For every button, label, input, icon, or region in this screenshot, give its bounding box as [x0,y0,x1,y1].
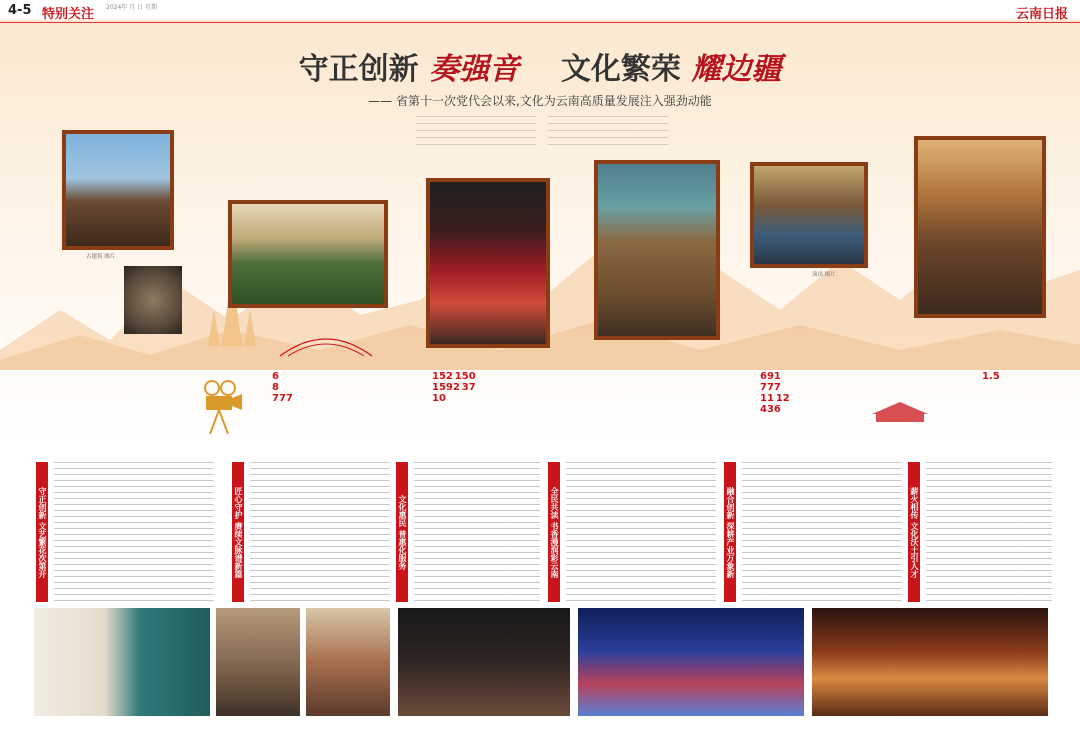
article-column-1 [54,462,214,602]
stat-block-2 [432,372,582,405]
article-column-4 [566,462,716,602]
stat-4-number-4: 12 [775,393,790,404]
photo-woman-portrait [216,608,300,716]
intro-text-2 [548,116,668,148]
intro-text-1 [416,116,536,148]
photo-performers [750,162,868,268]
article-column-6 [926,462,1052,602]
photo-theater-stage [398,608,570,716]
stat-2-number-1: 152 [432,371,453,382]
stat-2-number-2: 150 [454,371,476,382]
photo-dance-performance [578,608,804,716]
stat-5-number-1: 1.5 [982,371,1000,382]
section-band-5: 融合创新 深耕产业万象新 [724,462,736,602]
photo-ancient-building [62,130,174,250]
stat-4-number-5: 436 [760,404,781,415]
article-column-2 [250,462,390,602]
photo-forest-landscape [228,200,388,308]
stat-block-5 [982,372,1052,383]
section-name: 特别关注 [42,7,95,22]
photo-group-dance [812,608,1048,716]
photo-artifact [124,266,182,334]
title-part1-red: 奏强音 [429,52,520,87]
stat-2-number-3: 1592 [432,382,460,393]
section-band-1: 守正创新 文艺繁花次第开 [36,462,48,602]
stat-4-number-2: 777 [760,382,781,393]
caption-5: 演出 图片 [812,272,836,278]
stat-4-number-1: 691 [760,371,781,382]
stat-2-number-4: 37 [461,382,476,393]
newspaper-logo: 云南日报 [1015,7,1068,22]
section-band-6: 薪火相传 文化沃土引人才 [908,462,920,602]
section-band-4: 全民共读 书香漫润彩云南 [548,462,560,602]
page-number: 4-5 [8,3,32,18]
title-part2: 文化繁荣 [560,52,681,87]
photo-woman-smiling [306,608,390,716]
section-band-3: 文化惠民 普惠化服务 [396,462,408,602]
page-title [0,44,1080,88]
stat-1-number-3: 777 [272,393,293,404]
arch-icon [278,332,374,358]
stat-2-number-5: 10 [432,393,446,404]
film-camera-icon [200,380,244,436]
page-header [0,0,1080,23]
photo-library [914,136,1046,318]
title-part2-red: 耀边疆 [691,52,782,87]
photo-ethnic-costume [426,178,550,348]
title-part1: 守正创新 [298,52,419,87]
page-subtitle: —— 省第十一次党代会以来,文化为云南高质量发展注入强劲动能 [368,94,712,108]
stat-block-4 [760,372,870,416]
header-meta: 2024年 月 日 星期 [106,4,157,11]
photo-books [34,608,210,716]
article-column-5 [742,462,902,602]
caption-1: 古建筑 图片 [86,254,116,260]
article-column-3 [414,462,540,602]
stat-1-number-1: 6 [272,371,279,382]
stat-4-number-3: 11 [760,393,774,404]
section-band-2: 匠心守护 赓续文脉谱新篇 [232,462,244,602]
gate-tower-icon [872,398,928,424]
stat-block-1 [272,372,392,405]
stat-1-number-2: 8 [272,382,279,393]
photo-museum-hall [594,160,720,340]
